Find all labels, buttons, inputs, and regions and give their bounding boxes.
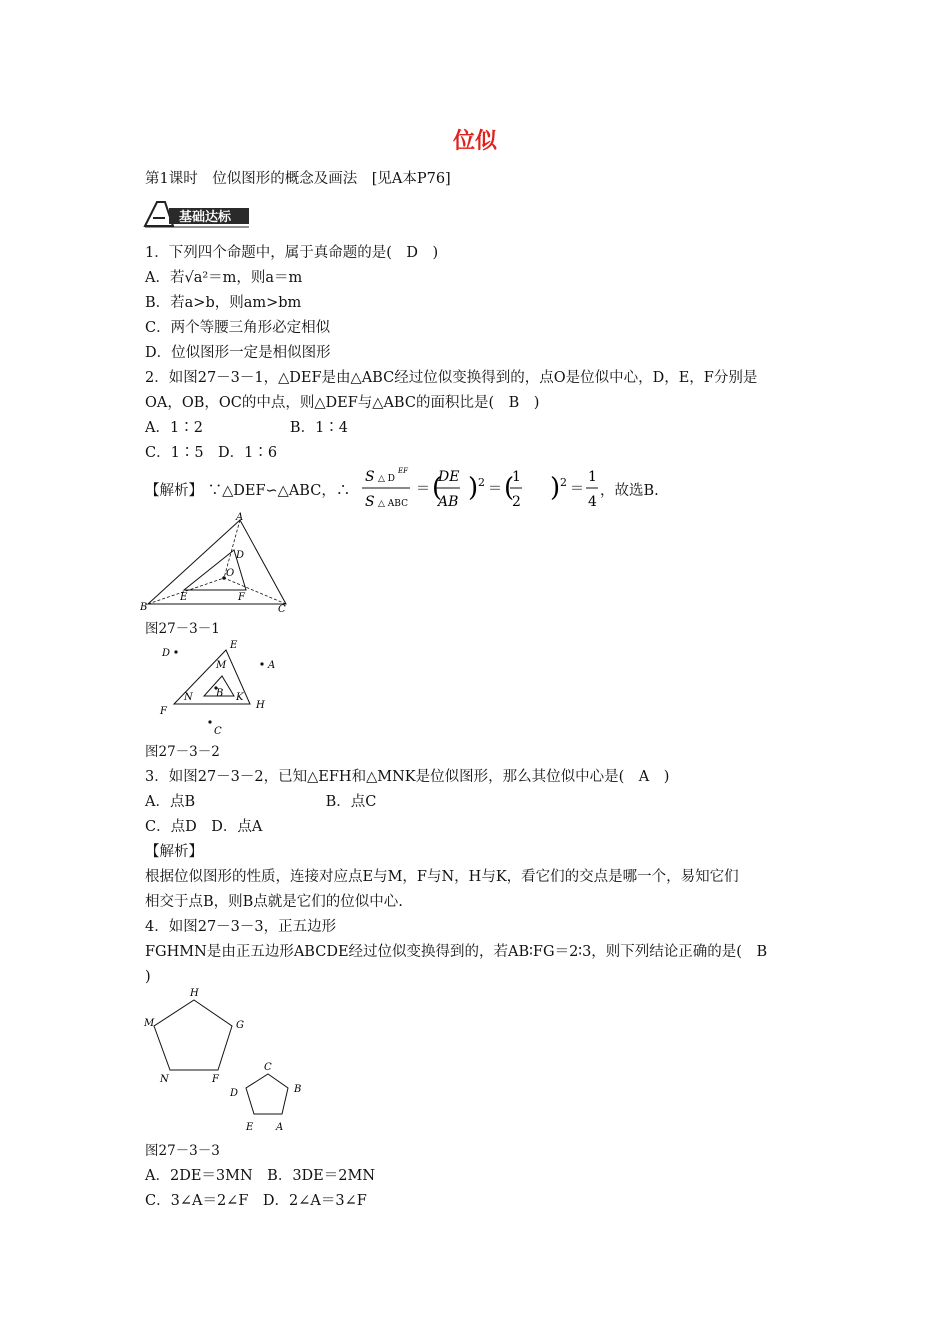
svg-text:＝: ＝ — [488, 481, 502, 497]
svg-text:EF: EF — [398, 467, 408, 475]
label-c2: C — [214, 726, 222, 737]
label-b4: B — [294, 1084, 302, 1095]
q4-options-cd: C．3∠A＝2∠F D．2∠A＝3∠F — [145, 1193, 367, 1209]
label-m: M — [216, 660, 227, 671]
q4-options-ab: A．2DE＝3MN B．3DE＝2MN — [145, 1168, 376, 1184]
q3-options-ab: A．点B B．点C — [145, 794, 377, 810]
label-o: O — [226, 568, 235, 579]
q1-option-a: A．若√a²＝m，则a＝m — [145, 270, 303, 286]
label-m4: M — [144, 1018, 155, 1029]
label-c4: C — [264, 1062, 272, 1073]
area-ratio-formula — [360, 464, 600, 514]
label-e: E — [180, 592, 188, 603]
label-h: H — [256, 700, 265, 711]
label-g4: G — [236, 1020, 244, 1031]
q3-analysis-line2: 相交于点B，则B点就是它们的位似中心. — [145, 894, 403, 910]
lesson-heading: 第1课时 位似图形的概念及画法 [见A本P76] — [145, 171, 451, 187]
svg-text:1: 1 — [512, 469, 521, 485]
label-b: B — [140, 602, 148, 613]
q1-option-c: C．两个等腰三角形必定相似 — [145, 320, 331, 336]
svg-text:2: 2 — [512, 494, 521, 510]
svg-text:): ) — [550, 473, 561, 503]
figure-27-3-1-caption: 图27－3－1 — [145, 621, 220, 637]
label-a4: A — [276, 1122, 284, 1133]
svg-text:＝: ＝ — [570, 481, 584, 497]
q1-option-d: D．位似图形一定是相似图形 — [145, 345, 331, 361]
q1-option-b: B．若a>b，则am>bm — [145, 295, 302, 311]
label-a2: A — [268, 660, 276, 671]
q2-analysis — [145, 482, 350, 500]
analysis-text: ∵△DEF∽△ABC，∴ — [207, 483, 351, 499]
svg-text:1: 1 — [588, 469, 597, 485]
page-title: 位似 — [452, 129, 497, 154]
label-d: D — [236, 550, 245, 561]
figure-27-3-1 — [140, 510, 300, 616]
analysis-label: 【解析】 — [145, 483, 203, 499]
badge-icon — [143, 200, 251, 228]
svg-text:DE: DE — [438, 469, 460, 485]
q4-stem-line2: FGHMN是由正五边形ABCDE经过位似变换得到的，若AB∶FG＝2∶3，则下列结论正确的是( B — [145, 944, 768, 960]
q2-options-cd: C．1∶5 D．1∶6 — [145, 445, 278, 461]
figure-27-3-3 — [140, 984, 320, 1138]
svg-text:): ) — [468, 473, 479, 503]
figure-27-3-2 — [150, 636, 290, 740]
label-f: F — [238, 592, 245, 603]
label-b2: B — [216, 688, 224, 699]
svg-text:△ ABC: △ ABC — [378, 499, 408, 509]
label-n: N — [184, 692, 193, 703]
q3-analysis-label: 【解析】 — [145, 844, 203, 860]
svg-text:△ D: △ D — [378, 474, 395, 484]
q2-stem-line2: OA，OB，OC的中点，则△DEF与△ABC的面积比是( B ) — [145, 395, 540, 411]
svg-text:4: 4 — [588, 494, 597, 510]
svg-text:S: S — [365, 494, 375, 510]
section-badge — [143, 200, 251, 228]
q2-options-ab: A．1∶2 B．1∶4 — [145, 420, 349, 436]
label-c: C — [278, 604, 286, 615]
q1-stem: 1．下列四个命题中，属于真命题的是( D ) — [145, 245, 439, 261]
q3-options-cd: C．点D D．点A — [145, 819, 263, 835]
svg-text:(: ( — [504, 473, 515, 503]
label-e4: E — [246, 1122, 254, 1133]
q2-stem-line1: 2．如图27－3－1，△DEF是由△ABC经过位似变换得到的，点O是位似中心，D，E，F分别是 — [145, 370, 758, 386]
svg-text:AB: AB — [438, 494, 459, 510]
figure-27-3-2-caption: 图27－3－2 — [145, 744, 220, 760]
label-f2: F — [160, 706, 167, 717]
svg-text:＝: ＝ — [416, 481, 430, 497]
q4-stem-line1: 4．如图27－3－3，正五边形 — [145, 919, 337, 935]
q3-analysis-line1: 根据位似图形的性质，连接对应点E与M，F与N，H与K，看它们的交点是哪一个，易知它们 — [145, 869, 739, 885]
q3-stem: 3．如图27－3－2，已知△EFH和△MNK是位似图形，那么其位似中心是( A ) — [145, 769, 670, 785]
q4-stem-line3: ) — [145, 969, 151, 985]
label-d2: D — [162, 648, 171, 659]
analysis-end: ，故选B. — [600, 483, 659, 499]
figure-27-3-3-caption: 图27－3－3 — [145, 1143, 220, 1159]
label-e2: E — [230, 640, 238, 651]
badge-label: 基础达标 — [179, 210, 232, 225]
svg-text:S: S — [365, 469, 375, 485]
label-k: K — [236, 692, 244, 703]
svg-text:2: 2 — [478, 476, 485, 489]
label-d4: D — [230, 1088, 239, 1099]
label-h4: H — [190, 988, 199, 999]
label-n4: N — [160, 1074, 169, 1085]
svg-text:(: ( — [432, 473, 443, 503]
svg-text:2: 2 — [560, 476, 567, 489]
label-f4: F — [212, 1074, 219, 1085]
label-a: A — [236, 512, 244, 523]
